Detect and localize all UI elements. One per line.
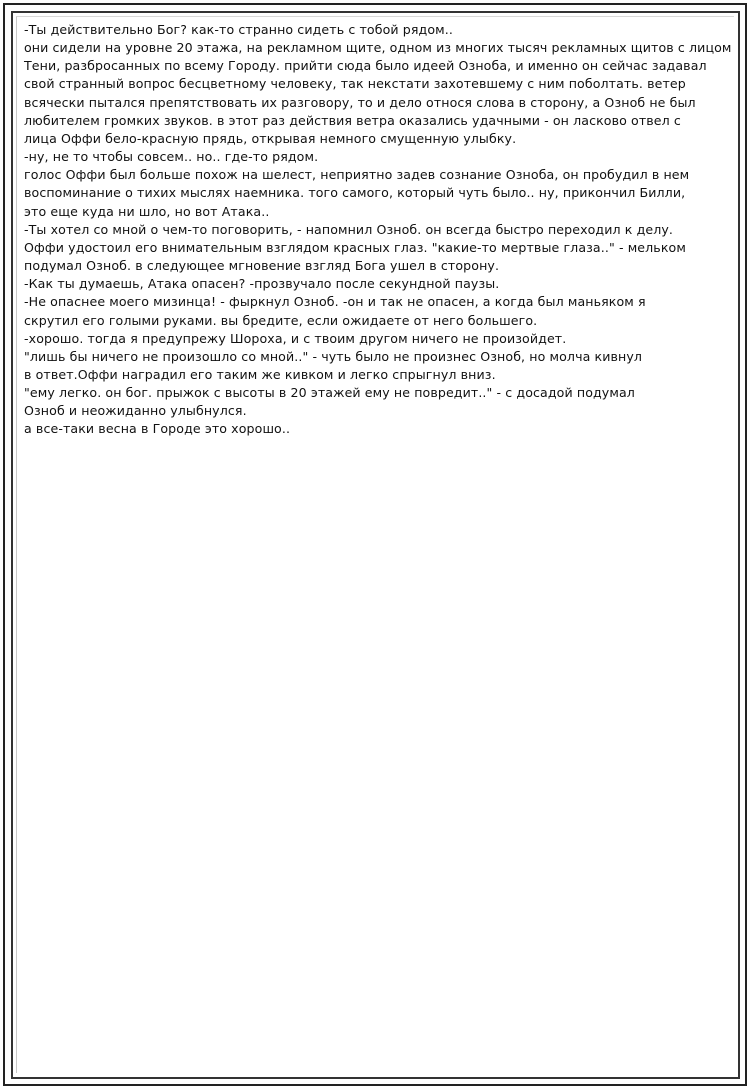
text-line: -хорошо. тогда я предупрежу Шороха, и с твоим другом ничего не произойдет. [24,330,567,346]
text-line: лица Оффи бело-красную прядь, открывая немного смущенную улыбку. [24,130,517,146]
text-line: всячески пытался препятствовать их разговору, то и дело относя слова в сторону, а Озноб не был [24,94,696,110]
text-line: Оффи удостоил его внимательным взглядом красных глаз. "какие-то мертвые глаза.." - мельком [24,239,686,255]
text-line: они сидели на уровне 20 этажа, на рекламном щите, одном из многих тысяч рекламных щитов с лицом [24,40,732,56]
text-line: любителем громких звуков. в этот раз действия ветра оказались удачными - он ласково отвел с [24,112,681,128]
text-line: подумал Озноб. в следующее мгновение взгляд Бога ушел в сторону. [24,258,500,274]
text-line: -Не опаснее моего мизинца! - фыркнул Озноб. -он и так не опасен, а когда был маньяком я [24,294,646,310]
text-line: -ну, не то чтобы совсем.. но.. где-то рядом. [24,149,319,165]
text-line: "ему легко. он бог. прыжок с высоты в 20 этажей ему не повредит.." - с досадой подумал [24,385,635,401]
text-line: скрутил его голыми руками. вы бредите, если ожидаете от него большего. [24,312,538,328]
text-line: голос Оффи был больше похож на шелест, неприятно задев сознание Озноба, он пробудил в нем [24,167,690,183]
text-line: это еще куда ни шло, но вот Атака.. [24,203,270,219]
text-line: Тени, разбросанных по всему Городу. прийти сюда было идеей Озноба, и именно он сейчас задавал [24,58,707,74]
text-line: а все-таки весна в Городе это хорошо.. [24,421,291,437]
text-line: "лишь бы ничего не произошло со мной.." - чуть было не произнес Озноб, но молча кивнул [24,348,643,364]
text-line: -Как ты думаешь, Атака опасен? -прозвучало после секундной паузы. [24,276,500,292]
story-text [24,21,732,439]
text-line: -Ты действительно Бог? как-то странно сидеть с тобой рядом.. [24,22,453,37]
text-line: воспоминание о тихих мыслях наемника. того самого, который чуть было.. ну, прикончил Билли, [24,185,686,201]
text-line: -Ты хотел со мной о чем-то поговорить, - напомнил Озноб. он всегда быстро переходил к делу. [24,221,674,237]
text-line: свой странный вопрос бесцветному человеку, так некстати захотевшему с ним поболтать. ветер [24,76,686,92]
text-line: Озноб и неожиданно улыбнулся. [24,403,247,419]
text-line: в ответ.Оффи наградил его таким же кивком и легко спрыгнул вниз. [24,366,496,382]
